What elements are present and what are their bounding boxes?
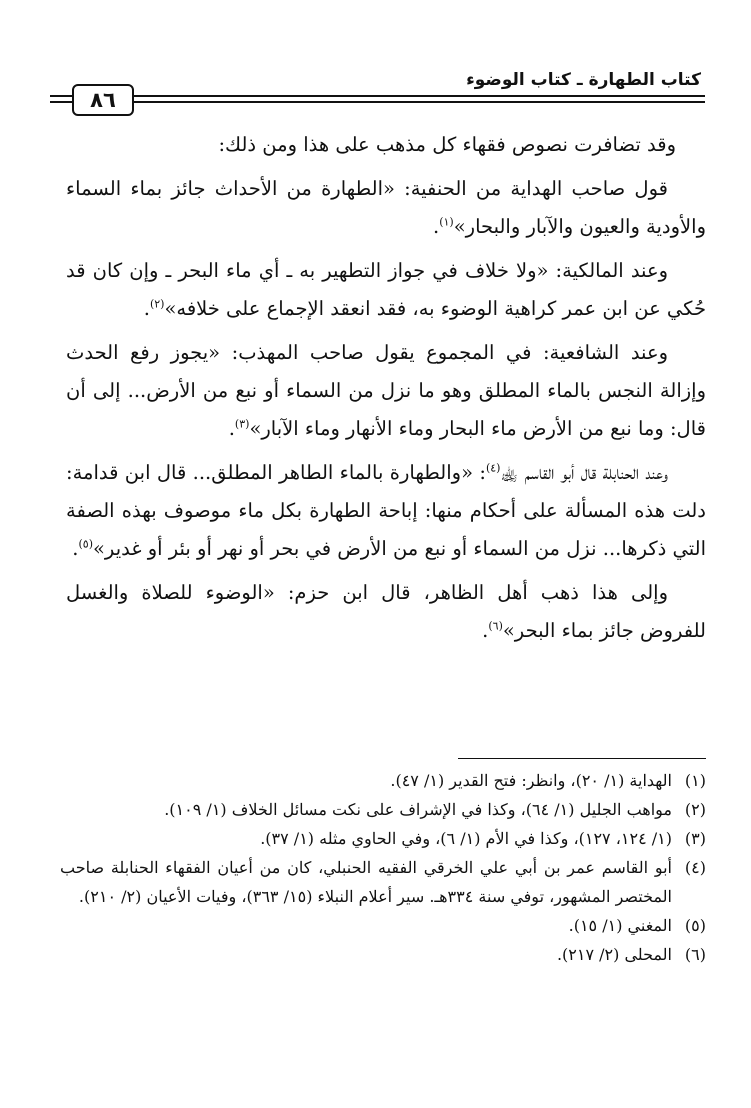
- running-title: كتاب الطهارة ـ كتاب الوضوء: [466, 70, 701, 90]
- main-text: [66, 126, 706, 656]
- footnote-number: (٢): [684, 800, 706, 819]
- footnote-number: (١): [684, 771, 706, 790]
- footnote-ref[interactable]: (١): [439, 215, 454, 229]
- footnote-text: (١/ ١٢٤، ١٢٧)، وكذا في الأم (١/ ٦)، وفي الحاوي مثله (١/ ٣٧).: [260, 829, 672, 848]
- footnote-ref[interactable]: (٦): [488, 619, 503, 633]
- footnote-text: المغني (١/ ١٥).: [568, 916, 672, 935]
- footnote: [60, 824, 706, 853]
- header-rule-left: [50, 95, 72, 103]
- footnote-text: أبو القاسم عمر بن أبي علي الخرقي الفقيه الحنبلي، كان من أعيان الفقهاء الحنابلة صاحب المختصر المشهور، توفي سنة ٣٣٤هـ. سير أعلام النبلاء (١٥/ ٣٦٣)، وفيات الأعيان (٢/ ٢١٠).: [60, 858, 672, 906]
- footnote-number: (٦): [684, 945, 706, 964]
- footnote-ref[interactable]: (٢): [149, 297, 165, 311]
- footnote-number: (٤): [684, 858, 706, 877]
- header-rule-right: [134, 95, 705, 103]
- page-number: ٨٦: [72, 84, 134, 116]
- footnote: [60, 853, 706, 911]
- footnote-text: الهداية (١/ ٢٠)، وانظر: فتح القدير (١/ ٤٧).: [390, 771, 672, 790]
- footnote-text: المحلى (٢/ ٢١٧).: [556, 945, 672, 964]
- paragraph: وعند الشافعية: في المجموع يقول صاحب المهذب: «يجوز رفع الحدث وإزالة النجس بالماء المطلق وهو ما نزل من السماء أو نبع من الأرض... إلى أن قال: وما نبع من الأرض ماء البحار وماء الأنهار وماء الآبار»$^{(٣)}$.: [66, 341, 706, 440]
- footnote: [60, 795, 706, 824]
- footnote: [60, 940, 706, 969]
- footnotes: [60, 766, 706, 969]
- footnote-text: مواهب الجليل (١/ ٦٤)، وكذا في الإشراف على نكت مسائل الخلاف (١/ ١٠٩).: [164, 800, 672, 819]
- footnote-number: (٣): [684, 829, 706, 848]
- footnote: [60, 911, 706, 940]
- footnote-ref[interactable]: (٥): [78, 537, 93, 551]
- footnote-ref[interactable]: (٣): [234, 417, 250, 431]
- paragraph: وإلى هذا ذهب أهل الظاهر، قال ابن حزم: «الوضوء للصلاة والغسل للفروض جائز بماء البحر»$^{(٦)}$.: [66, 581, 706, 642]
- footnote: [60, 766, 706, 795]
- page-header: [50, 64, 705, 112]
- footnote-separator: [458, 758, 706, 759]
- paragraph: وعند المالكية: «ولا خلاف في جواز التطهير به ـ أي ماء البحر ـ وإن كان قد حُكي عن ابن عمر كراهية الوضوء به، فقد انعقد الإجماع على خلافه»$^{(٢)}$.: [66, 259, 706, 320]
- paragraph: قول صاحب الهداية من الحنفية: «الطهارة من الأحداث جائز بماء السماء والأودية والعيون والآبار والبحار»$^{(١)}$.: [66, 177, 706, 238]
- footnote-number: (٥): [684, 916, 706, 935]
- paragraph: وقد تضافرت نصوص فقهاء كل مذهب على هذا ومن ذلك:: [218, 133, 676, 156]
- footnote-ref[interactable]: (٤): [485, 461, 501, 475]
- paragraph: وعند الحنابلة قال أبو القاسم ﵀$^{(٤)}$: «والطهارة بالماء الطاهر المطلق... قال ابن قدامة: دلت هذه المسألة على أحكام منها: إباحة الطهارة بكل ماء موصوف بهذه الصفة التي ذكرها... نزل من السماء أو نبع من الأرض في بحر أو نهر أو بئر أو غدير»$^{(٥)}$.: [66, 461, 706, 560]
